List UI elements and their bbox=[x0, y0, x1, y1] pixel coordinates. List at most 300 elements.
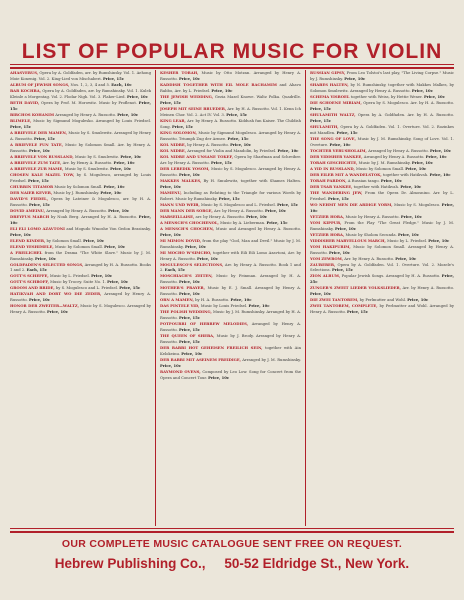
entry-description: Arr. by Henry A. Russotto. Kiddush fun Kaiser. The Childish Song. bbox=[160, 118, 301, 129]
entry-price: Price, 15c bbox=[172, 123, 194, 129]
publisher-name: Hebrew Publishing Co., bbox=[54, 556, 206, 571]
entry-title: YOM HAKIPURIM, bbox=[310, 243, 351, 249]
entry-description: Music by Solomon Small. Arr. by Henry A. Russotto. bbox=[10, 142, 151, 153]
entry-price: Price, 10c bbox=[230, 141, 252, 147]
entry-title: MARSEILLAISE, bbox=[160, 213, 195, 219]
entry-price: Price, 10c bbox=[126, 93, 148, 99]
entry-price: Price, 15c bbox=[211, 159, 233, 165]
entry-description: Arranged by Henry A. Russotto. bbox=[160, 322, 301, 333]
catalogue-entry bbox=[10, 291, 151, 303]
catalogue-entry bbox=[10, 214, 151, 226]
entry-price: Price, 10c bbox=[197, 255, 219, 261]
entry-description: Arranged by Henry A. Russotto. bbox=[46, 208, 107, 213]
publisher-address: 50-52 Eldridge St., New York. bbox=[224, 556, 410, 571]
catalogue-entry bbox=[160, 178, 301, 190]
entry-price: Each, 10c bbox=[111, 81, 132, 87]
entry-title: JOSEPH MIT SEINE BRUEDER, bbox=[160, 105, 227, 111]
column-middle bbox=[160, 70, 301, 526]
catalogue-entry bbox=[160, 226, 301, 238]
entry-description: together with Ain Kelokeinu. bbox=[160, 346, 301, 357]
entry-price: Price, 15c bbox=[27, 177, 49, 183]
entry-title: THE QUEEN OF SHEBA, bbox=[160, 333, 215, 339]
entry-title: THE WANDERING JEW, bbox=[310, 189, 363, 195]
entry-description: Gezia Mazel Knowe. Waltz Polka. Quadrille. bbox=[214, 94, 301, 99]
entry-title: THE JEWISH WEDDING, bbox=[160, 93, 214, 99]
entry-price: Price, 10c bbox=[344, 75, 366, 81]
entry-price: Price, 15c bbox=[277, 201, 299, 207]
entry-title: DIE ZWEI TANTOREM, bbox=[310, 297, 359, 303]
entry-description: Music by Solomon Small. Arranged by Henry A. Russotto. bbox=[310, 244, 454, 255]
entry-description: Music by Louis Friedsel. bbox=[200, 304, 248, 309]
entry-price: Price, 10c bbox=[380, 177, 402, 183]
entry-price: Price, 15c bbox=[34, 135, 56, 141]
catalogue-entry bbox=[10, 226, 151, 238]
catalogue-entry bbox=[10, 250, 151, 262]
entry-title: A BRIEVELE FUN TATE, bbox=[10, 141, 64, 147]
entry-price: Price, 25c bbox=[310, 273, 454, 285]
entry-price: Price, 10c bbox=[160, 231, 182, 237]
entry-price: Price, 10c bbox=[160, 183, 182, 189]
entry-description: A Russian tango. bbox=[347, 178, 380, 183]
catalogue-entry bbox=[160, 285, 301, 297]
entry-price: Price, 10c bbox=[395, 255, 417, 261]
entry-title: SHULAMITH, bbox=[310, 123, 339, 129]
entry-price: Price, 15c bbox=[347, 309, 369, 315]
entry-title: A MENSCH'S CHOCHEN, bbox=[160, 225, 214, 231]
catalogue-entry bbox=[310, 202, 454, 214]
entry-price: Price, 10c bbox=[400, 213, 422, 219]
entry-title: AHASVERUS, bbox=[10, 70, 39, 75]
entry-description: Music by Feinman. Arranged by H. A. Russotto. bbox=[160, 274, 301, 285]
entry-description: by H. A. Russotto. bbox=[195, 298, 230, 303]
entry-description: Music by S. Mogulesco. Arranged by Henry A. Russotto. bbox=[10, 304, 151, 315]
publisher-line bbox=[0, 556, 464, 571]
entry-price: Price, 15c bbox=[310, 117, 332, 123]
entry-price: Price, 10c bbox=[113, 159, 135, 165]
entry-price: Price, 10c bbox=[107, 279, 129, 285]
catalogue-entry bbox=[160, 238, 301, 250]
entry-description: by Solomon Small. bbox=[46, 238, 82, 243]
entry-price: Price, 10c bbox=[428, 237, 450, 243]
entry-price: Price, 10c bbox=[310, 291, 332, 297]
entry-price: Price, 15c bbox=[10, 123, 32, 129]
entry-title: MOTHER'S PRAYER, bbox=[160, 285, 205, 291]
entry-title: GROOM AND BRIDE, bbox=[10, 285, 55, 291]
catalogue-entry bbox=[10, 118, 151, 130]
entry-title: POTPOURRI OF HEBREW MELODIES, bbox=[160, 321, 248, 327]
entry-title: GOTT'S SCHEFFE, bbox=[10, 273, 49, 279]
entry-price: Price, 10c bbox=[230, 297, 252, 303]
entry-description: From the Opera Dr. Almosnino. Arr. by L. Friedsel. bbox=[310, 190, 454, 201]
entry-title: GOTT'S SCHROFF, bbox=[10, 279, 49, 285]
entry-description: Arr. by Henry A. Russotto. bbox=[402, 286, 454, 291]
entry-title: CHOSEN KALE MAZEL TOW, bbox=[10, 171, 75, 177]
entry-price: Price, 15c bbox=[178, 327, 200, 333]
entry-price: Price, 10c bbox=[211, 87, 233, 93]
entry-title: SHABES HALTEN, bbox=[310, 81, 349, 87]
entry-price: Price, 15c bbox=[332, 267, 354, 273]
entry-description: Opera by A. Goldfaden, arr. by Rumshinsky. Vol. 1. Aehong Moie Konenig. Vol. 2. King-Lied von Mischaberi. bbox=[10, 71, 151, 81]
entry-price: Price, 10c bbox=[108, 207, 130, 213]
entry-description: by Perlmutter and Wohl. bbox=[359, 298, 407, 303]
entry-price: Price, 10c bbox=[184, 243, 206, 249]
entry-title: DER EILER MIT A WANDELSTOK, bbox=[310, 171, 382, 177]
entry-description: Composed by Leo Low. Song for Concert from the Opera and Concert Tour. bbox=[160, 370, 301, 381]
entry-price: Price, 10c bbox=[47, 309, 69, 315]
entry-title: ALBUM OF JEWISH SONGS, bbox=[10, 81, 70, 87]
entry-title: YETZIER HORA, bbox=[310, 231, 345, 237]
top-rule bbox=[10, 64, 454, 65]
entry-title: MANN UND WEIB, bbox=[160, 201, 200, 207]
entry-price: Price, 10c bbox=[181, 351, 203, 357]
catalogue-entry bbox=[310, 285, 454, 297]
entry-price: Price, 15c bbox=[160, 99, 182, 105]
entry-description: Arranged for Violin and Mandolin, by Friedsel. bbox=[187, 148, 277, 153]
catalogue-entry bbox=[310, 273, 454, 285]
entry-description: Nos. 1, 2, 3, 4 and 5. bbox=[70, 82, 111, 87]
catalogue-entry bbox=[160, 190, 301, 202]
entry-price: Price, 10c bbox=[429, 147, 451, 153]
entry-price: Price, 10c bbox=[411, 87, 433, 93]
entry-description: Music by S. Mogulesco. bbox=[394, 202, 441, 207]
entry-description: Music and Arranged by Henry A. Russotto. bbox=[215, 226, 301, 231]
entry-description: by S. Mogulesco and L. Friedsel. bbox=[55, 286, 119, 291]
entry-description: Opera by A. Goldfaden, arr. by Rumshinsky. Vol. 1. Kulek Kleinle a Morgentag. Vol. 2. Flodar Nigh. Vol. 3. Flaker-Lied. bbox=[10, 88, 151, 99]
entry-price: Price, 10c bbox=[310, 201, 454, 213]
entry-description: Music by Sholom Secunda. bbox=[345, 232, 397, 237]
entry-description: by Perlmutter and Wohl. Arranged by Henry A. Russotto. bbox=[310, 304, 454, 315]
entry-description: Including as Relating to the Triangle for various Words by Robert. Music by Rumshinsky. bbox=[160, 190, 301, 201]
entry-price: Price, 15c bbox=[178, 339, 200, 345]
entry-description: Music by J. M. Rumshinsky. Arranged by H. A. Russotto. bbox=[160, 310, 301, 321]
catalogue-entry bbox=[310, 303, 454, 315]
entry-description: and Mogudo Wmoshe Von Gedon Brasinsky. bbox=[66, 226, 151, 231]
catalogue-entry bbox=[310, 190, 454, 202]
entry-title: ZAUBERER, bbox=[310, 261, 336, 267]
entry-price: Price, 10c bbox=[264, 207, 286, 213]
entry-description: Music by Sigmund Mogulesco. Arranged by Henry A. Russotto. Triumph Zug der Armee. bbox=[160, 130, 301, 141]
entry-description: from the play "God, Man and Devil." Music by J. M. Rumshinsky. bbox=[160, 238, 301, 249]
entry-title: RAYMOND OVENS, bbox=[160, 369, 201, 375]
entry-title: BAR KOCHBA, bbox=[10, 87, 41, 93]
entry-description: Music by L. Friedsel. bbox=[387, 238, 428, 243]
entry-price: Price, 10c bbox=[277, 147, 299, 153]
entry-description: and Ahavo Rabbo, Arr. by L. Friedsel. bbox=[160, 82, 301, 93]
entry-price: Price, 10c bbox=[110, 165, 132, 171]
entry-description: by S. Mogulesco, arranged by Louis Friedsel. bbox=[10, 172, 151, 183]
catalogue-entry bbox=[160, 333, 301, 345]
entry-description: From Leo Tolstoi's last play, "The Living Corpse." Music by J. Rumshinsky. bbox=[310, 71, 454, 81]
entry-price: Price, 10c bbox=[178, 291, 200, 297]
entry-price: Price, 10c bbox=[429, 171, 451, 177]
entry-title: DER LEBEDIK YOSOM, bbox=[160, 165, 210, 171]
entry-price: Price, 10c bbox=[160, 363, 182, 369]
entry-title: DER TSAR YANKEE, bbox=[310, 183, 353, 189]
entry-description: Popular Jewish Songs. Arranged by H. A. Russotto. bbox=[341, 274, 441, 279]
entry-title: DIE SCHOENE MIRIAM, bbox=[310, 99, 362, 105]
catalogue-entry bbox=[10, 88, 151, 100]
catalogue-entry bbox=[160, 345, 301, 357]
entry-description: Music by S. Mogulesco. Arranged by Henry A. Russotto. bbox=[160, 166, 301, 177]
entry-description: Music by L. Friedsel. bbox=[49, 274, 90, 279]
entry-description: together with Hatikvah. bbox=[353, 184, 400, 189]
entry-title: KOL NIDRE, bbox=[160, 147, 187, 153]
entry-description: from the Drama "The White Slave." Music by J. M. Rumshinsky. bbox=[10, 250, 151, 261]
entry-title: WO NEHMT MEN DIE ARDIGE YORM, bbox=[310, 201, 393, 207]
entry-price: Price, 10c bbox=[400, 183, 422, 189]
entry-title: ZION ALBUM, bbox=[310, 273, 341, 279]
column-divider bbox=[305, 70, 306, 526]
entry-title: BLIMELE, bbox=[10, 117, 32, 123]
entry-title: TORAH GESCHICHTE, bbox=[310, 159, 358, 165]
entry-description: together with Hatikvah. bbox=[382, 172, 429, 177]
catalogue-entry bbox=[310, 100, 454, 112]
entry-price: Price, 15c bbox=[178, 315, 200, 321]
catalogue-entry bbox=[160, 154, 301, 166]
entry-description: by Henry A. Russotto. bbox=[187, 142, 229, 147]
entry-title: BIRCHOS KOHANIM bbox=[10, 111, 55, 117]
entry-price: Price, 15c bbox=[327, 195, 349, 201]
entry-description: Music by J. M. Rumshinsky, Song of Love. Vol. 1. Overture. bbox=[310, 136, 454, 147]
entry-price: Price, 10c bbox=[328, 249, 350, 255]
catalogue-notice: OUR COMPLETE MUSIC CATALOGUE SENT FREE ON REQUEST. bbox=[61, 538, 403, 550]
catalogue-entry bbox=[160, 357, 301, 369]
entry-price: Price, 15c bbox=[28, 201, 50, 207]
entry-price: Price, 15c bbox=[218, 195, 240, 201]
entry-price: Price, 10c bbox=[10, 213, 151, 225]
entry-description: Opera by Sharfman and Schreiber. Arr. by Henry A. Russotto. bbox=[160, 154, 301, 165]
catalogue-entry bbox=[160, 262, 301, 274]
entry-title: MAMENU, bbox=[160, 189, 182, 195]
entry-title: A BRIEVELE ZUR MAME, bbox=[10, 165, 64, 171]
bottom-rule-thick bbox=[10, 531, 454, 533]
entry-price: Price, 10c bbox=[398, 231, 420, 237]
entry-price: Price, 10c bbox=[334, 225, 356, 231]
entry-description: together with Weiss, by Hettie Wener. bbox=[350, 94, 423, 99]
entry-description: together with Eili Eili Lomo Azavtoni, Arr. by Henry A. Russotto. bbox=[160, 250, 301, 261]
entry-title: MOGULESCO'S SELECTIONS, bbox=[160, 261, 224, 267]
entry-price: Price, 15c bbox=[102, 75, 124, 81]
entry-price: Price, 10c bbox=[120, 153, 142, 159]
catalogue-entry bbox=[10, 303, 151, 315]
entry-description: Music by Henry A. Russotto. bbox=[345, 214, 400, 219]
entry-title: THE SONG OF LOVE, bbox=[310, 135, 356, 141]
entry-description: Opera by A. Goldfaden. Vol. 1. Overture. Vol. 2. Mozele's Selections. bbox=[310, 262, 454, 273]
entry-price: Price, 10c bbox=[28, 147, 50, 153]
entry-price: Price, 10c bbox=[28, 297, 50, 303]
entry-title: RUSSIAN GIPSY, bbox=[310, 70, 346, 75]
catalogue-entry bbox=[310, 244, 454, 256]
entry-title: DER RABBI HOT GEHEISEN FREILICH SEIN, bbox=[160, 345, 263, 351]
entry-price: Each, 15c bbox=[26, 267, 48, 273]
entry-title: YOM KIPPUR, bbox=[310, 219, 342, 225]
entry-title: KING LEAR, bbox=[160, 117, 186, 123]
entry-price: Price, 10c bbox=[10, 231, 32, 237]
entry-title: ZWEI TANTOREM, COMPLETE, bbox=[310, 303, 378, 309]
entry-description: Arranged by Henry A. Russotto. bbox=[55, 112, 116, 117]
entry-price: Price, 10c bbox=[329, 141, 351, 147]
entry-description: Arranged by J. M. Rumshinsky. bbox=[242, 358, 301, 363]
entry-description: Music by S. Smulewitz. Arranged by Henry A. Russotto. bbox=[10, 130, 151, 141]
catalogue-entry bbox=[10, 142, 151, 154]
entry-price: Price, 10c bbox=[178, 75, 200, 81]
catalogue-entry bbox=[160, 369, 301, 381]
entry-description: Music by Trocey. Suite No. 1. bbox=[50, 280, 106, 285]
entry-title: TOCHTER YERUSHOLAIM, bbox=[310, 147, 367, 153]
catalogue-entry bbox=[10, 100, 151, 112]
entry-title: BETH DAVID, bbox=[10, 99, 40, 105]
catalogue-entry bbox=[310, 70, 454, 82]
entry-title: TORAH PARDON, bbox=[310, 177, 347, 183]
entry-price: Price, 10c bbox=[34, 255, 56, 261]
entry-title: A YID IN RUSSLAND, bbox=[310, 165, 355, 171]
entry-price: Price, 10c bbox=[405, 165, 427, 171]
entry-title: ELEND YESHIMELE, bbox=[10, 243, 54, 249]
entry-description: Music by Solomon Small. bbox=[54, 184, 103, 189]
entry-title: A BRIEVELE DER MAMEN, bbox=[10, 129, 68, 135]
entry-description: Music by E. J. Small. Arranged by Henry A. Russotto. bbox=[160, 286, 301, 297]
entry-title: KOL NIDRE AND UNSANE TOKEF, bbox=[160, 153, 234, 159]
top-rule-thick bbox=[10, 67, 454, 69]
entry-price: Price, 15c bbox=[10, 99, 151, 111]
entry-price: Price, 15c bbox=[310, 105, 332, 111]
entry-title: ZUNGER'S ZWEIT LIEDER VOLKSLIEDER, bbox=[310, 285, 401, 291]
entry-title: YIDDISHER MARVELLOUS MARCH, bbox=[310, 237, 386, 243]
entry-description: Arranged by Henry A. Russotto. bbox=[368, 148, 429, 153]
entry-price: Price, 10c bbox=[248, 303, 270, 309]
entry-description: Arr. by Henry A. Russotto. bbox=[213, 208, 264, 213]
entry-price: Price, 15c bbox=[227, 135, 249, 141]
entry-title: CHURBIN TITAMOR bbox=[10, 183, 54, 189]
catalogue-entry bbox=[310, 262, 454, 274]
entry-title: DAS PINTELE YID, bbox=[160, 303, 200, 309]
column-divider bbox=[155, 70, 156, 526]
bottom-rule bbox=[10, 528, 454, 529]
entry-title: MAKKES MALKES, bbox=[160, 177, 202, 183]
entry-title: YOM ZEWROM, bbox=[310, 255, 344, 261]
entry-price: Price, 10c bbox=[407, 297, 429, 303]
entry-description: Music by S. Mogulesco and L. Friedsel. bbox=[200, 202, 276, 207]
entry-price: Price, 15c bbox=[336, 129, 358, 135]
catalogue-entry bbox=[160, 118, 301, 130]
entry-title: A FREILICHEL bbox=[10, 249, 43, 255]
entry-price: Price, 10c bbox=[208, 375, 230, 381]
entry-title: KESHER TORAH, bbox=[160, 70, 199, 75]
entry-title: MI MOCHO W'SIMCHO, bbox=[160, 249, 212, 255]
entry-title: A BRIEVELE VON RUSSLAND, bbox=[10, 153, 74, 159]
entry-title: A BRIEVELE ZUM TATE, bbox=[10, 159, 62, 165]
entry-description: Arr. by Henry A. Russotto. bbox=[62, 160, 113, 165]
entry-title: DER YIDISHER YANKEE, bbox=[310, 153, 363, 159]
entry-price: Price, 15c bbox=[119, 285, 141, 291]
entry-description: arr. by Henry A. Russotto. bbox=[195, 214, 245, 219]
entry-price: Price, 10c bbox=[425, 153, 447, 159]
entry-description: Music by A. Lieberman. bbox=[220, 220, 266, 225]
entry-description: Music by Solomon Small. bbox=[356, 166, 405, 171]
entry-price: Price, 10c bbox=[100, 189, 122, 195]
entry-price: Price, 10c bbox=[117, 111, 139, 117]
entry-description: Opera by A. Goldfaden. Arr. by H. A. Russotto. bbox=[357, 112, 454, 117]
entry-description: Opera by Lateiner & Mogulesco, arr. by H. A. Russotto. bbox=[10, 196, 151, 207]
entry-description: Music by J. Rumshinsky. bbox=[53, 190, 100, 195]
catalogue-entry bbox=[10, 70, 151, 82]
entry-title: DAVID'S FIEDEL, bbox=[10, 195, 48, 201]
entry-price: Price, 10c bbox=[246, 213, 268, 219]
entry-description: Arr. by H. A. Russotto. Vol. 1. Kenn Ich Meinen Chor. Vol. 2. Act IV. Vol. 3. bbox=[160, 106, 301, 117]
catalogue-entry bbox=[310, 220, 454, 232]
entry-price: Price, 10c bbox=[91, 273, 113, 279]
entry-title: DREYFUS MARCH bbox=[10, 213, 50, 219]
entry-description: Music by J. Brody. Arranged by Henry A. Russotto. bbox=[160, 334, 301, 345]
catalogue-entry bbox=[10, 172, 151, 184]
entry-title: KING SOLOMON, bbox=[160, 129, 197, 135]
entry-description: Music by Solomon Small. bbox=[54, 244, 103, 249]
page-title: LIST OF POPULAR MUSIC FOR VIOLIN bbox=[21, 40, 443, 63]
entry-price: Price, 10c bbox=[178, 171, 200, 177]
entry-title: DER RABBI MIT ASEINEM FREIDIGE, bbox=[160, 357, 241, 363]
entry-title: MOSCHIACH'S ZEITEN, bbox=[160, 273, 213, 279]
entry-price: Price, 10c bbox=[423, 93, 445, 99]
catalogue-entry bbox=[160, 106, 301, 118]
entry-price: Price, 10c bbox=[411, 159, 433, 165]
entry-title: HONOR DER ZWEITER—WALTZ, bbox=[10, 303, 79, 309]
entry-description: By H. Smulewitz, together with Shames Halten. bbox=[203, 178, 301, 183]
entry-description: From the Play "The Great Pledge." Music by J. M. Rumshinsky. bbox=[310, 220, 454, 231]
entry-title: MI MIMON DOVID, bbox=[160, 237, 202, 243]
entry-description: Music by J. M. Rumshinsky. bbox=[358, 160, 411, 165]
catalogue-entry bbox=[160, 273, 301, 285]
entry-description: Arranged by Henry A. Russotto. bbox=[10, 292, 151, 303]
entry-title: SHULAMITH WALTZ, bbox=[310, 111, 356, 117]
entry-description: Music by S. Smulewitz. bbox=[74, 154, 120, 159]
entry-title: DER NAIER KEVER, bbox=[10, 189, 53, 195]
entry-title: HATIKVAH AND DORT WO DIE ZEDER, bbox=[10, 291, 102, 297]
entry-description: Arr. by Henry A. Russotto. bbox=[344, 256, 395, 261]
entry-description: Opera by A. Goldfaden. Vol. 1. Overture. Vol. 2. Rozinkes mit Mandlen. bbox=[310, 124, 454, 135]
catalogue-entry bbox=[10, 262, 151, 274]
catalogue-entry bbox=[160, 250, 301, 262]
catalogue-entry bbox=[160, 70, 301, 82]
entry-title: KADDISH TOGETHER WITH EIL MOLE RACHAMIM bbox=[160, 81, 277, 87]
catalogue-entry bbox=[160, 94, 301, 106]
entry-title: GOLDFADEN'S SELECTED SONGS, bbox=[10, 261, 84, 267]
entry-price: Each, 15c bbox=[164, 267, 186, 273]
entry-price: Price, 15c bbox=[226, 111, 248, 117]
catalogue-entry bbox=[10, 196, 151, 208]
entry-description: by N. Rumshinsky, together with Makkes Malkes, by Solomon Smulewitz. Arranged by Henry A. Russotto. bbox=[310, 82, 454, 93]
entry-description: Music by Otto Motzan. Arranged by Henry A. Russotto. bbox=[160, 71, 301, 81]
entry-price: Price, 15c bbox=[266, 219, 288, 225]
entry-description: Arr. by Henry A. Russotto. Book 1 and 2. bbox=[160, 262, 301, 273]
catalogue-entry bbox=[160, 166, 301, 178]
entry-title: THE POLISH WEDDING, bbox=[160, 309, 212, 315]
entry-title: YETZIER HORA, bbox=[310, 213, 345, 219]
entry-title: ORN A MAMEN, bbox=[160, 297, 194, 303]
entry-description: Opera by Prof. M. Horowitz. Music by Proflenot. bbox=[41, 100, 138, 105]
catalogue-entry bbox=[160, 130, 301, 142]
entry-price: Price, 10c bbox=[104, 243, 126, 249]
entry-description: Opera by S. Mogulesco. Arr. by H. A. Russotto. bbox=[363, 100, 454, 105]
entry-price: Price, 10c bbox=[103, 183, 125, 189]
entry-description: Arranged by Henry A. Russotto. bbox=[363, 154, 425, 159]
entry-title: ELI ELI LOMO AZAVTONI bbox=[10, 225, 65, 231]
catalogue-entry bbox=[160, 309, 301, 321]
entry-description: Music by S. Smulewitz. bbox=[64, 166, 109, 171]
entry-title: A MENSCH'S CHOCHENOL, bbox=[160, 219, 219, 225]
entry-title: ELEND KINDER, bbox=[10, 237, 46, 243]
catalogue-entry bbox=[310, 82, 454, 94]
entry-title: SCHEMA YISROEL bbox=[310, 93, 350, 99]
